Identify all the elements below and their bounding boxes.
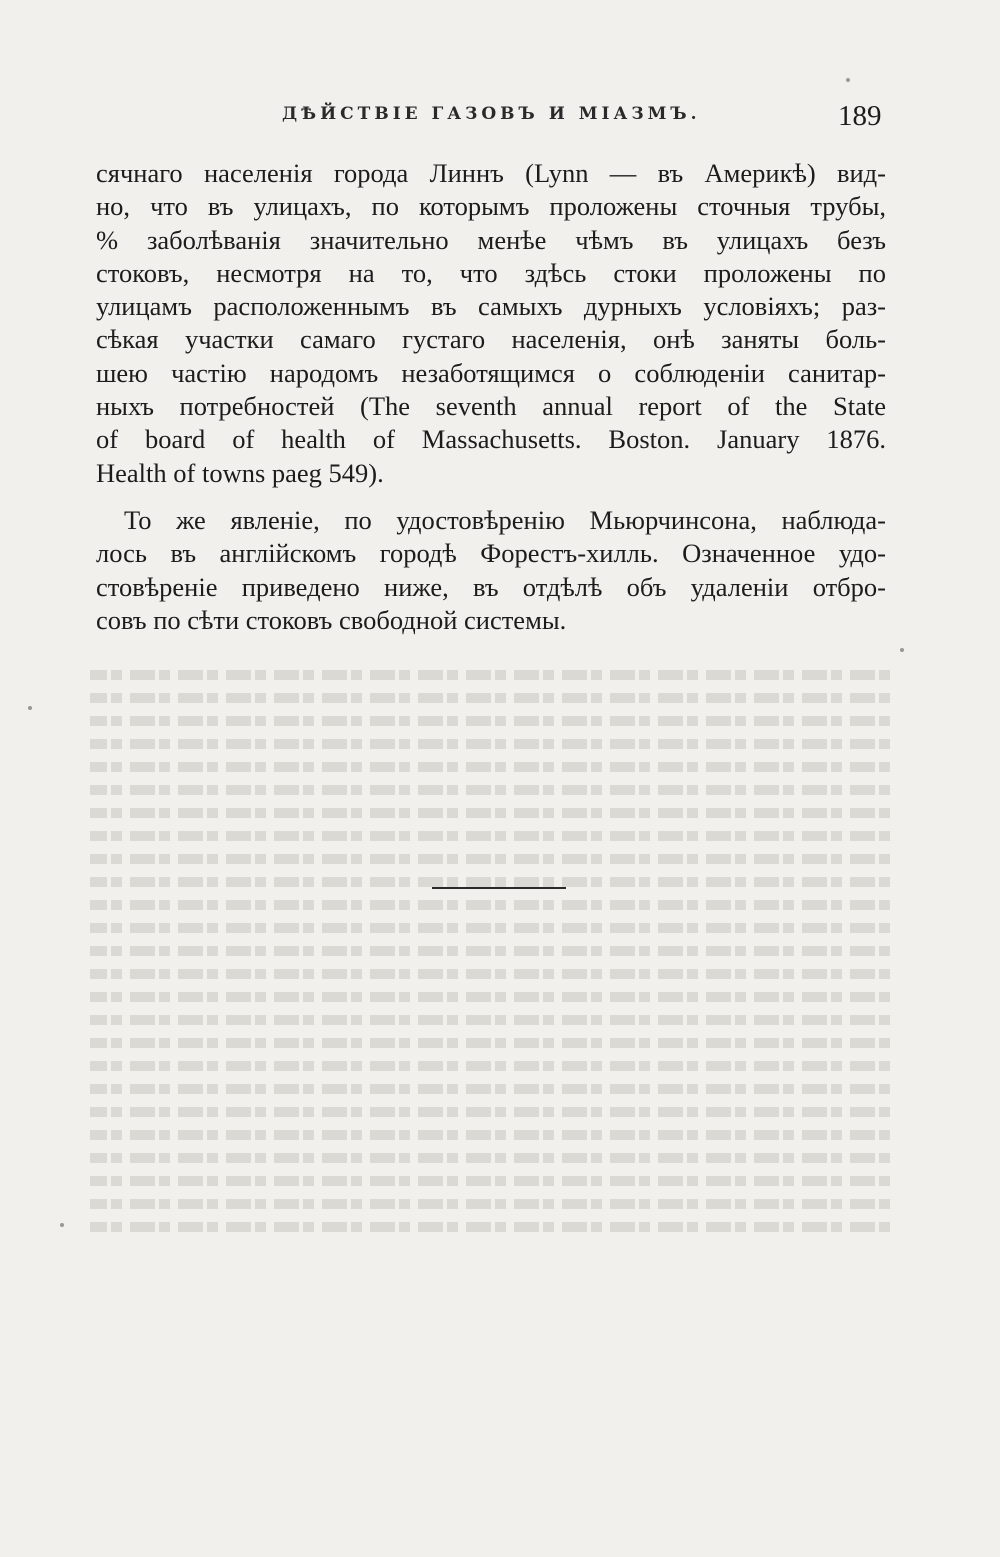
text-line: Health of towns paeg 549).: [96, 457, 384, 488]
paper-speck: [900, 648, 904, 652]
text-line: сѣкая участки самаго густаго населенія, онѣ заняты боль-: [96, 324, 886, 355]
bleed-through-texture: [90, 660, 890, 1245]
text-line: ныхъ потребностей (The seventh annual report of the State: [96, 391, 886, 422]
running-title: ДѢЙСТВІЕ ГАЗОВЪ И МІАЗМЪ.: [282, 104, 701, 124]
body-text: [96, 157, 886, 637]
text-line: стовѣреніе приведено ниже, въ отдѣлѣ объ удаленіи отбро-: [96, 571, 886, 602]
paper-speck: [846, 78, 850, 82]
text-line: То же явленіе, по удостовѣренію Мьюрчинсона, наблюда-: [124, 504, 886, 535]
text-line: улицамъ расположеннымъ въ самыхъ дурныхъ условіяхъ; раз-: [96, 291, 886, 322]
paper-speck: [28, 706, 32, 710]
paper-speck: [60, 1223, 64, 1227]
section-end-rule: [432, 887, 566, 889]
text-line: совъ по сѣти стоковъ свободной системы.: [96, 604, 567, 635]
text-line: но, что въ улицахъ, по которымъ проложены сточныя трубы,: [96, 191, 886, 222]
text-line: % заболѣванія значительно менѣе чѣмъ въ улицахъ безъ: [96, 224, 886, 255]
paragraph-1: [96, 157, 886, 490]
text-line: стоковъ, несмотря на то, что здѣсь стоки проложены по: [96, 257, 886, 288]
paragraph-gap: [96, 490, 886, 504]
page-number: 189: [838, 100, 882, 132]
paragraph-2: [96, 504, 886, 637]
text-line: сячнаго населенія города Линнъ (Lynn — въ Америкѣ) вид-: [96, 158, 886, 188]
text-line: of board of health of Massachusetts. Boston. January 1876.: [96, 424, 886, 455]
text-line: лось въ англійскомъ городѣ Форестъ-хилль. Означенное удо-: [96, 538, 886, 569]
text-line: шею частію народомъ незаботящимся о соблюденіи санитар-: [96, 357, 886, 388]
